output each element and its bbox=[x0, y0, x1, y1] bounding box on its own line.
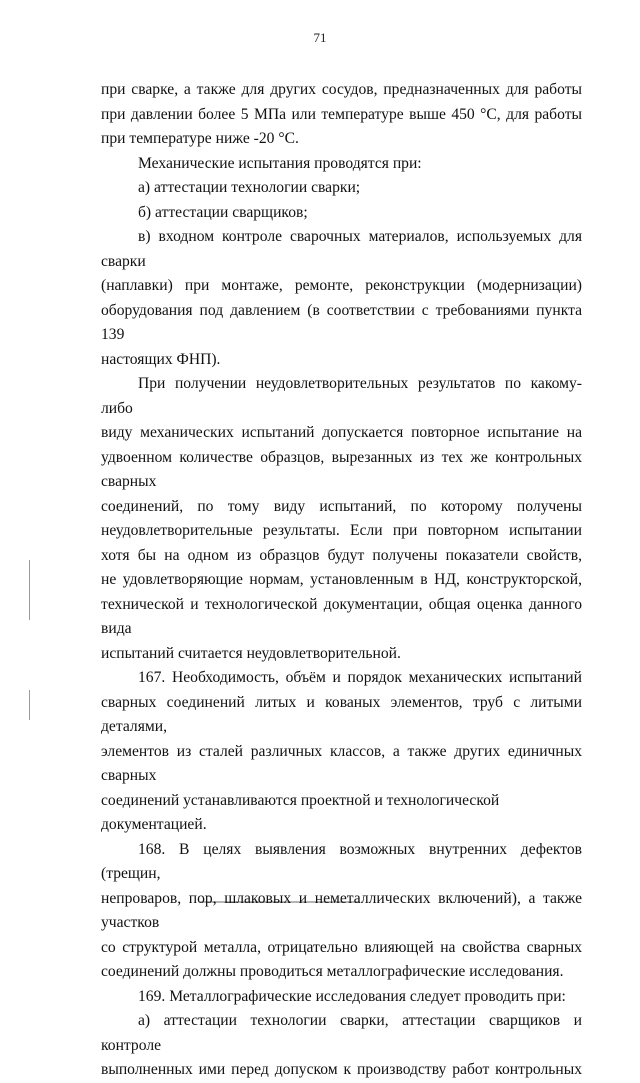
text-line: сварных соединений литых и кованых элементов, труб с литыми деталями, bbox=[101, 693, 582, 735]
text-line: при температуре ниже -20 °С. bbox=[101, 130, 299, 147]
text-line: удвоенном количестве образцов, вырезанных из тех же контрольных сварных bbox=[101, 448, 582, 490]
text-line: при давлении более 5 МПа или температуре выше 450 °С, для работы bbox=[101, 105, 582, 123]
text-line: (наплавки) при монтаже, ремонте, реконструкции (модернизации) bbox=[101, 277, 582, 294]
text-line: а) аттестации технологии сварки, аттестации сварщиков и контроле bbox=[101, 1012, 582, 1054]
scan-edge-mark bbox=[29, 690, 30, 720]
scan-edge-mark bbox=[29, 560, 30, 620]
text-line: в) входном контроле сварочных материалов, используемых для сварки bbox=[101, 228, 582, 270]
text-line: настоящих ФНП). bbox=[101, 350, 221, 368]
text-line: не удовлетворяющие нормам, установленным в НД, конструкторской, bbox=[101, 571, 582, 588]
text-line: хотя бы на одном из образцов будут получены показатели свойств, bbox=[101, 546, 582, 564]
document-body bbox=[101, 78, 582, 1083]
text-line: непроваров, пор, шлаковых и неметаллических включений), а также участков bbox=[101, 889, 582, 931]
text-line: соединений должны проводиться металлографические исследования. bbox=[101, 963, 564, 980]
text-line: неудовлетворительные результаты. Если при повторном испытании bbox=[101, 522, 582, 539]
text-line: выполненных ими перед допуском к производству работ контрольных bbox=[101, 1061, 582, 1078]
text-line: 168. В целях выявления возможных внутренних дефектов (трещин, bbox=[101, 840, 582, 882]
page-number: 71 bbox=[313, 30, 327, 45]
text-line: 167. Необходимость, объём и порядок механических испытаний bbox=[138, 669, 582, 686]
text-line: испытаний считается неудовлетворительной. bbox=[101, 644, 401, 662]
text-line: соединений, по тому виду испытаний, по которому получены bbox=[101, 497, 582, 515]
text-line: Механические испытания проводятся при: bbox=[138, 154, 422, 172]
text-line: 169. Металлографические исследования следует проводить при: bbox=[138, 987, 566, 1005]
text-line: технической и технологической документации, общая оценка данного вида bbox=[101, 595, 582, 637]
text-line: соединений устанавливаются проектной и технологической документацией. bbox=[101, 791, 500, 833]
text-line: виду механических испытаний допускается повторное испытание на bbox=[101, 424, 582, 441]
text-line: при сварке, а также для других сосудов, предназначенных для работы bbox=[101, 81, 582, 98]
text-line: элементов из сталей различных классов, а также других единичных сварных bbox=[101, 742, 582, 784]
text-line: а) аттестации технологии сварки; bbox=[138, 179, 361, 196]
text-line: б) аттестации сварщиков; bbox=[138, 203, 308, 221]
text-line: оборудования под давлением (в соответствии с требованиями пункта 139 bbox=[101, 301, 582, 343]
text-line: со структурой металла, отрицательно влияющей на свойства сварных bbox=[101, 938, 582, 956]
text-line: При получении неудовлетворительных результатов по какому-либо bbox=[101, 375, 582, 417]
